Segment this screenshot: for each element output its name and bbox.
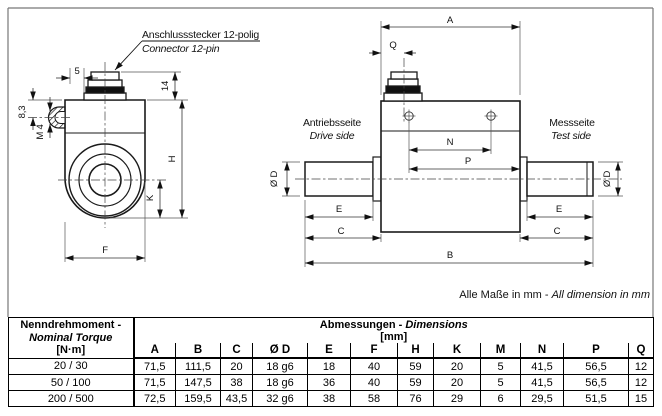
table-row xyxy=(9,391,654,407)
cell: 43,5 xyxy=(221,391,253,407)
cell: 51,5 xyxy=(564,391,629,407)
cell: 40 xyxy=(351,358,398,375)
cell: 18 xyxy=(308,358,351,375)
cell: 20 xyxy=(434,358,481,375)
col-Q: Q xyxy=(629,343,654,358)
cell: 147,5 xyxy=(176,375,221,391)
cell: 36 xyxy=(308,375,351,391)
connector-label-de: Anschlussstecker 12-polig xyxy=(142,29,259,41)
cell: 59 xyxy=(398,375,434,391)
dim-label-screw-spacing: N xyxy=(446,137,454,148)
test-side-label-de: Messseite xyxy=(549,117,595,129)
cell: 18 g6 xyxy=(253,375,308,391)
cell: 12 xyxy=(629,358,654,375)
cell: 12 xyxy=(629,375,654,391)
col-M: M xyxy=(481,343,521,358)
cell: 40 xyxy=(351,375,398,391)
dims-header-de: Abmessungen - xyxy=(319,318,406,331)
col-A: A xyxy=(134,343,176,358)
dim-label-shoulder-length-left: C xyxy=(337,226,345,237)
units-note xyxy=(459,289,650,301)
cell: 29 xyxy=(434,391,481,407)
dim-label-thread: M 4 xyxy=(35,124,46,140)
drive-side-label-en: Drive side xyxy=(309,130,355,142)
cell: 20 xyxy=(221,358,253,375)
cell: 41,5 xyxy=(521,375,564,391)
dim-label-shaft-length-right: E xyxy=(555,204,563,215)
col-P: P xyxy=(564,343,629,358)
cell: 71,5 xyxy=(134,375,176,391)
cell: 29,5 xyxy=(521,391,564,407)
cell: 71,5 xyxy=(134,358,176,375)
col-H: H xyxy=(398,343,434,358)
dim-label-shaft-dia-right: Ø D xyxy=(602,170,613,188)
cell: 72,5 xyxy=(134,391,176,407)
dim-label-body-length: A xyxy=(446,15,454,26)
table-row xyxy=(9,358,654,375)
torque-value: 50 / 100 xyxy=(9,375,134,391)
cell: 59 xyxy=(398,358,434,375)
connector-label-en: Connector 12-pin xyxy=(142,43,220,55)
dim-label-bore-to-base: K xyxy=(145,194,156,202)
dim-label-mount-span: P xyxy=(464,156,472,167)
front-view xyxy=(17,29,260,262)
col-C: C xyxy=(221,343,253,358)
cell: 5 xyxy=(481,358,521,375)
cell: 41,5 xyxy=(521,358,564,375)
cell: 32 g6 xyxy=(253,391,308,407)
cell: 58 xyxy=(351,391,398,407)
test-side-label-en: Test side xyxy=(551,130,591,142)
connector-callout xyxy=(115,29,260,70)
col-F: F xyxy=(351,343,398,358)
dims-header-en: Dimensions xyxy=(405,318,468,331)
side-view xyxy=(269,15,623,267)
cell: 38 xyxy=(308,391,351,407)
dimensions-table xyxy=(8,317,654,407)
dim-label-width: F xyxy=(102,245,108,256)
cell: 5 xyxy=(481,375,521,391)
cell: 6 xyxy=(481,391,521,407)
table-row xyxy=(9,375,654,391)
units-note-de: Alle Maße in mm - xyxy=(459,289,552,301)
torque-header-en: Nominal Torque xyxy=(29,331,113,344)
dim-label-lug: 8,3 xyxy=(17,105,28,119)
col-K: K xyxy=(434,343,481,358)
cell: 159,5 xyxy=(176,391,221,407)
cell: 56,5 xyxy=(564,375,629,391)
cell: 76 xyxy=(398,391,434,407)
torque-value: 200 / 500 xyxy=(9,391,134,407)
dim-label-total-length: B xyxy=(446,250,454,261)
cell: 15 xyxy=(629,391,654,407)
dims-header-cell xyxy=(134,318,654,332)
torque-value: 20 / 30 xyxy=(9,358,134,375)
torque-unit: [N·m] xyxy=(56,344,86,356)
cell: 38 xyxy=(221,375,253,391)
drive-side-label-de: Antriebsseite xyxy=(302,117,362,129)
cell: 56,5 xyxy=(564,358,629,375)
torque-header-de: Nenndrehmoment - xyxy=(20,319,122,331)
cell: 20 xyxy=(434,375,481,391)
dim-label-height: H xyxy=(167,155,178,163)
col-E: E xyxy=(308,343,351,358)
dim-label-connector-height: 14 xyxy=(160,80,171,92)
torque-header-cell xyxy=(9,318,134,359)
cell: 111,5 xyxy=(176,358,221,375)
cell: 18 g6 xyxy=(253,358,308,375)
col-D: Ø D xyxy=(253,343,308,358)
dim-label-shoulder-length-right: C xyxy=(553,226,561,237)
units-note-en: All dimension in mm xyxy=(551,289,650,301)
dim-label-connector-pos: Q xyxy=(389,40,397,51)
col-N: N xyxy=(521,343,564,358)
col-B: B xyxy=(176,343,221,358)
sensor-body xyxy=(381,101,520,232)
dim-label-offset: 5 xyxy=(74,66,80,77)
side-connector xyxy=(384,72,422,101)
dims-unit: [mm] xyxy=(134,331,654,343)
dim-label-shaft-dia-left: Ø D xyxy=(269,170,280,188)
dim-label-shaft-length-left: E xyxy=(335,204,343,215)
